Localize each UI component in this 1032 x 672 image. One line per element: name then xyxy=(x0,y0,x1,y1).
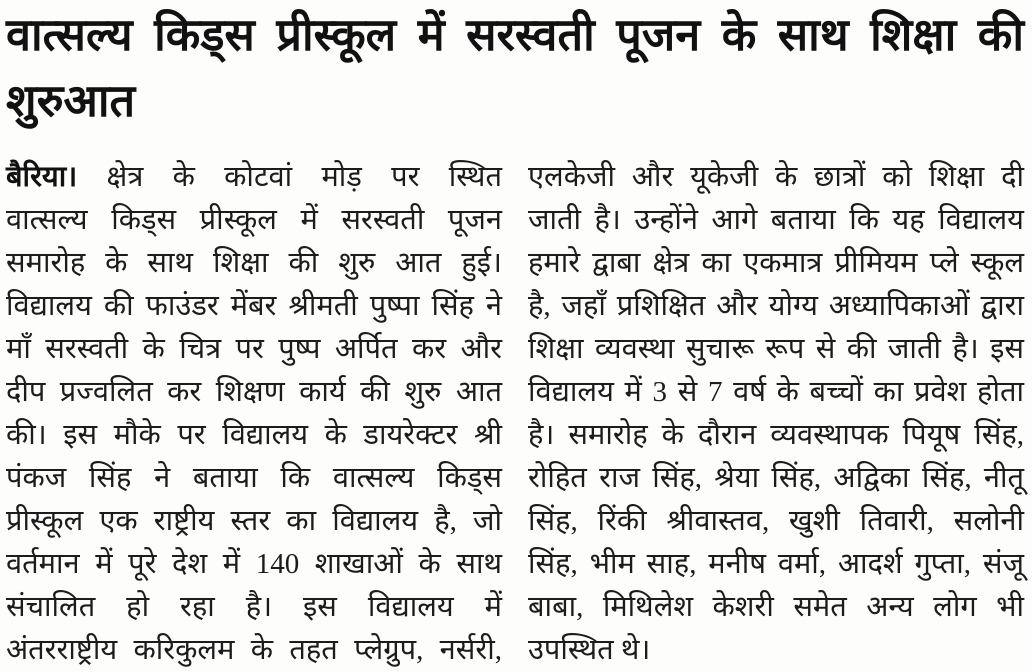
text-line: उपस्थित थे। xyxy=(528,634,651,666)
text-line: रोहित राज सिंह, श्रेया सिंह, अद्विका सिंह, नीतू xyxy=(528,462,1024,494)
text-line: समारोह के साथ शिक्षा की शुरु आत हुई। xyxy=(6,247,502,279)
text-line: वर्तमान में पूरे देश में 140 शाखाओं के साथ xyxy=(6,548,502,580)
dateline: बैरिया। xyxy=(6,161,78,193)
text-line: बैरिया। क्षेत्र के कोटवां मोड़ पर स्थित xyxy=(6,161,502,193)
text-line: बाबा, मिथिलेश केशरी समेत अन्य लोग भी xyxy=(528,591,1024,623)
text-line: सिंह, रिंकी श्रीवास्तव, खुशी तिवारी, सलोनी xyxy=(528,505,1024,537)
text-line: प्रीस्कूल एक राष्ट्रीय स्तर का विद्यालय है, जो xyxy=(6,505,502,537)
text-line: है। समारोह के दौरान व्यवस्थापक पियूष सिंह, xyxy=(528,419,1024,451)
text-line: माँ सरस्वती के चित्र पर पुष्प अर्पित कर और xyxy=(6,333,502,365)
article-headline: वात्सल्य किड्स प्रीस्कूल में सरस्वती पूजन के साथ शिक्षा की शुरुआत xyxy=(6,10,1024,126)
text-line: पंकज सिंह ने बताया कि वात्सल्य किड्स xyxy=(6,462,502,494)
text-line: संचालित हो रहा है। इस विद्यालय में xyxy=(6,591,502,623)
text-line: दीप प्रज्वलित कर शिक्षण कार्य की शुरु आत xyxy=(6,376,502,408)
text-line: है, जहाँ प्रशिक्षित और योग्य अध्यापिकाओं द्वारा xyxy=(528,290,1024,322)
text-line: एलकेजी और यूकेजी के छात्रों को शिक्षा दी xyxy=(528,161,1024,193)
column-left xyxy=(6,156,502,672)
text-line: की। इस मौके पर विद्यालय के डायरेक्टर श्री xyxy=(6,419,502,451)
text-line: वात्सल्य किड्स प्रीस्कूल में सरस्वती पूजन xyxy=(6,204,502,236)
text-line: अंतरराष्ट्रीय करिकुलम के तहत प्लेग्रुप, नर्सरी, xyxy=(6,634,502,666)
text-line: विद्यालय की फाउंडर मेंबर श्रीमती पुष्पा सिंह ने xyxy=(6,290,502,322)
text-line: जाती है। उन्होंने आगे बताया कि यह विद्यालय xyxy=(528,204,1024,236)
text-line: सिंह, भीम साह, मनीष वर्मा, आदर्श गुप्ता, संजू xyxy=(528,548,1024,580)
column-right xyxy=(528,156,1024,672)
article-body xyxy=(6,156,1024,672)
text-line: हमारे द्वाबा क्षेत्र का एकमात्र प्रीमियम प्ले स्कूल xyxy=(528,247,1024,279)
text-line: विद्यालय में 3 से 7 वर्ष के बच्चों का प्रवेश होता xyxy=(528,376,1024,408)
text-line: शिक्षा व्यवस्था सुचारू रूप से की जाती है। इस xyxy=(528,333,1024,365)
